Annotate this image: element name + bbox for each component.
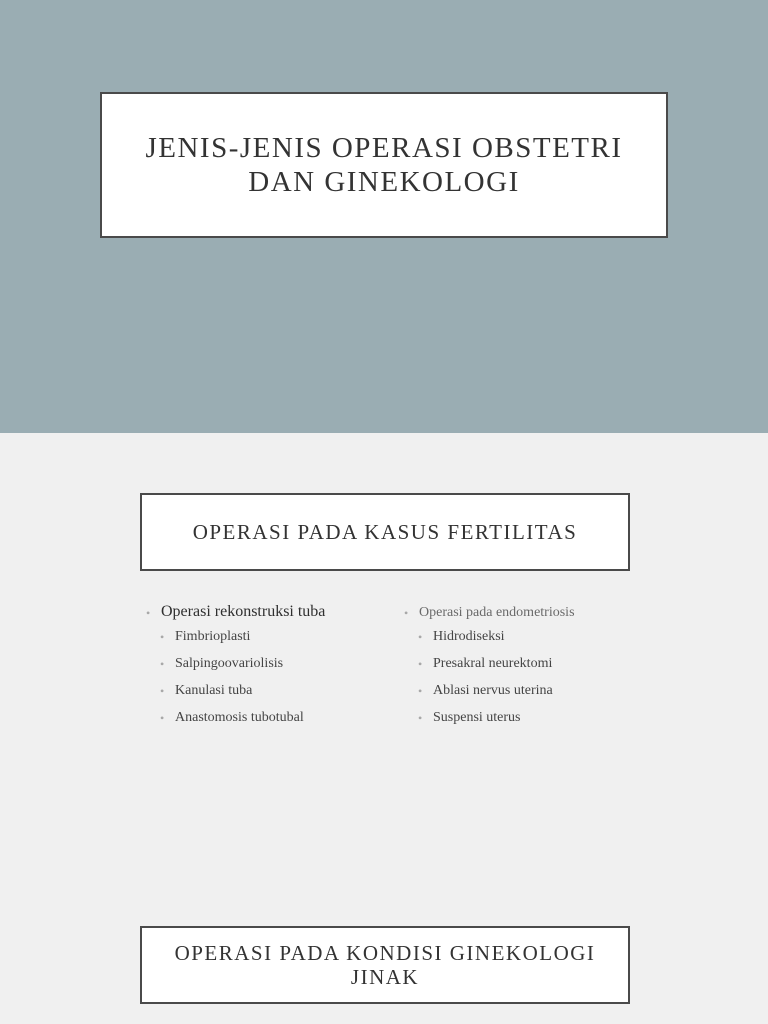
bullet-icon: • bbox=[418, 684, 423, 698]
list-item bbox=[146, 708, 386, 735]
slide-title bbox=[0, 0, 768, 433]
list-item bbox=[404, 681, 644, 708]
list-item bbox=[404, 603, 644, 621]
bullet-icon: • bbox=[418, 657, 423, 671]
list-item-label: Salpingoovariolisis bbox=[175, 656, 284, 671]
list-item bbox=[146, 627, 386, 654]
list-item-label: Hidrodiseksi bbox=[433, 629, 505, 644]
list-item-label: Presakral neurektomi bbox=[433, 656, 553, 671]
section-heading: OPERASI PADA KASUS FERTILITAS bbox=[192, 519, 578, 544]
bullet-icon: • bbox=[146, 606, 151, 620]
list-item bbox=[146, 654, 386, 681]
title-box bbox=[100, 92, 668, 238]
list-item bbox=[404, 627, 644, 654]
bullet-icon: • bbox=[160, 657, 165, 671]
heading-box bbox=[140, 493, 630, 571]
list-item bbox=[404, 708, 644, 735]
list-item-label: Fimbrioplasti bbox=[175, 629, 251, 644]
list-item bbox=[146, 681, 386, 708]
list-item-label: Ablasi nervus uterina bbox=[433, 683, 553, 698]
bullet-icon: • bbox=[160, 711, 165, 725]
bullet-icon: • bbox=[418, 630, 423, 644]
bullet-icon: • bbox=[160, 684, 165, 698]
bullet-icon: • bbox=[160, 630, 165, 644]
right-bullet-list bbox=[404, 603, 644, 735]
list-item bbox=[146, 603, 386, 621]
list-item bbox=[404, 654, 644, 681]
slide-fertility bbox=[0, 433, 768, 1024]
list-item-label: Kanulasi tuba bbox=[175, 683, 253, 698]
slide-title-text: JENIS-JENIS OPERASI OBSTETRI DAN GINEKOLOGI bbox=[145, 132, 623, 198]
list-item-label: Suspensi uterus bbox=[433, 710, 521, 725]
list-item-label: Anastomosis tubotubal bbox=[175, 710, 304, 725]
bottom-section-heading: OPERASI PADA KONDISI GINEKOLOGI JINAK bbox=[174, 941, 596, 989]
left-bullet-list bbox=[146, 603, 386, 735]
list-item-label: Operasi pada endometriosis bbox=[419, 605, 575, 620]
list-item-label: Operasi rekonstruksi tuba bbox=[161, 603, 326, 620]
bullet-icon: • bbox=[404, 606, 409, 620]
bullet-icon: • bbox=[418, 711, 423, 725]
bottom-heading-box bbox=[140, 926, 630, 1004]
